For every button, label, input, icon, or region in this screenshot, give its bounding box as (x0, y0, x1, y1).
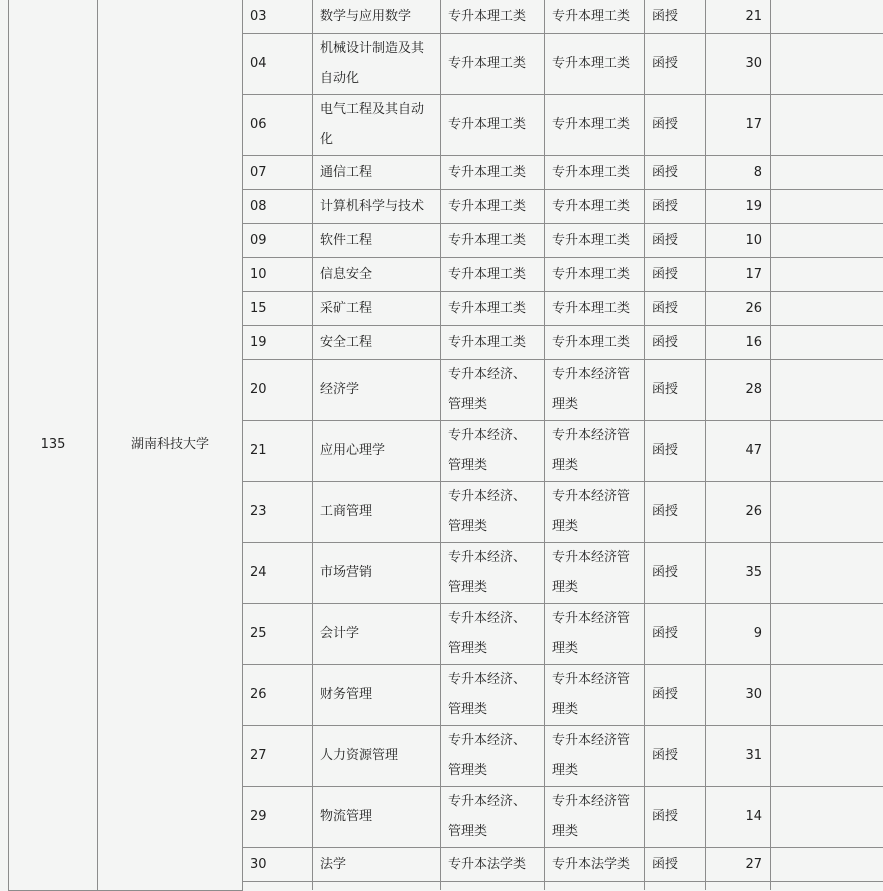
study-mode-cell: 函授 (645, 95, 706, 156)
exam-category-cell: 专升本经济、管理类 (441, 787, 545, 848)
empty-cell (645, 882, 706, 891)
major-code-cell: 06 (243, 95, 313, 156)
exam-subject-type-cell: 专升本经济管理类 (545, 421, 645, 482)
exam-category-cell: 专升本理工类 (441, 224, 545, 258)
study-mode-cell: 函授 (645, 726, 706, 787)
major-name-cell: 法学 (313, 848, 441, 882)
remarks-cell (771, 190, 883, 224)
major-code-cell: 25 (243, 604, 313, 665)
remarks-cell (771, 95, 883, 156)
exam-subject-type-cell: 专升本理工类 (545, 34, 645, 95)
major-name-cell: 采矿工程 (313, 292, 441, 326)
study-mode-cell: 函授 (645, 360, 706, 421)
remarks-cell (771, 360, 883, 421)
remarks-cell (771, 543, 883, 604)
major-name-cell: 财务管理 (313, 665, 441, 726)
exam-category-cell: 专升本理工类 (441, 190, 545, 224)
remarks-cell (771, 665, 883, 726)
study-mode-cell: 函授 (645, 787, 706, 848)
exam-subject-type-cell: 专升本经济管理类 (545, 665, 645, 726)
plan-count-cell: 17 (706, 258, 771, 292)
exam-category-cell: 专升本理工类 (441, 292, 545, 326)
exam-subject-type-cell: 专升本经济管理类 (545, 726, 645, 787)
plan-count-cell: 26 (706, 292, 771, 326)
exam-subject-type-cell: 专升本理工类 (545, 0, 645, 34)
exam-subject-type-cell: 专升本理工类 (545, 190, 645, 224)
remarks-cell (771, 787, 883, 848)
study-mode-cell: 函授 (645, 190, 706, 224)
exam-subject-type-cell: 专升本理工类 (545, 258, 645, 292)
major-code-cell: 26 (243, 665, 313, 726)
exam-category-cell: 专升本经济、管理类 (441, 665, 545, 726)
empty-cell (706, 882, 771, 891)
school-code-cell: 135 (9, 0, 98, 890)
study-mode-cell: 函授 (645, 292, 706, 326)
major-name-cell: 机械设计制造及其自动化 (313, 34, 441, 95)
major-name-cell: 市场营销 (313, 543, 441, 604)
major-code-cell: 19 (243, 326, 313, 360)
major-name-cell: 安全工程 (313, 326, 441, 360)
plan-count-cell: 27 (706, 848, 771, 882)
study-mode-cell: 函授 (645, 421, 706, 482)
remarks-cell (771, 0, 883, 34)
study-mode-cell: 函授 (645, 326, 706, 360)
plan-count-cell: 28 (706, 360, 771, 421)
empty-cell (441, 882, 545, 891)
major-name-cell: 应用心理学 (313, 421, 441, 482)
plan-count-cell: 8 (706, 156, 771, 190)
remarks-cell (771, 156, 883, 190)
major-name-cell: 会计学 (313, 604, 441, 665)
empty-cell (771, 882, 883, 891)
major-code-cell: 03 (243, 0, 313, 34)
major-name-cell: 软件工程 (313, 224, 441, 258)
study-mode-cell: 函授 (645, 604, 706, 665)
table-row (9, 0, 883, 34)
major-name-cell: 通信工程 (313, 156, 441, 190)
plan-count-cell: 31 (706, 726, 771, 787)
plan-count-cell: 30 (706, 34, 771, 95)
exam-category-cell: 专升本理工类 (441, 258, 545, 292)
exam-category-cell: 专升本理工类 (441, 95, 545, 156)
exam-subject-type-cell: 专升本经济管理类 (545, 604, 645, 665)
exam-subject-type-cell: 专升本经济管理类 (545, 787, 645, 848)
major-code-cell: 23 (243, 482, 313, 543)
remarks-cell (771, 224, 883, 258)
empty-cell (243, 882, 313, 891)
exam-category-cell: 专升本理工类 (441, 34, 545, 95)
major-code-cell: 29 (243, 787, 313, 848)
remarks-cell (771, 482, 883, 543)
study-mode-cell: 函授 (645, 156, 706, 190)
major-code-cell: 09 (243, 224, 313, 258)
exam-subject-type-cell: 专升本经济管理类 (545, 360, 645, 421)
exam-category-cell: 专升本经济、管理类 (441, 604, 545, 665)
plan-count-cell: 47 (706, 421, 771, 482)
enrollment-table (8, 0, 883, 891)
plan-count-cell: 9 (706, 604, 771, 665)
exam-category-cell: 专升本经济、管理类 (441, 543, 545, 604)
exam-category-cell: 专升本经济、管理类 (441, 360, 545, 421)
empty-cell (545, 882, 645, 891)
major-code-cell: 15 (243, 292, 313, 326)
remarks-cell (771, 604, 883, 665)
remarks-cell (771, 848, 883, 882)
major-name-cell: 人力资源管理 (313, 726, 441, 787)
study-mode-cell: 函授 (645, 848, 706, 882)
major-code-cell: 27 (243, 726, 313, 787)
remarks-cell (771, 326, 883, 360)
exam-category-cell: 专升本理工类 (441, 156, 545, 190)
major-code-cell: 30 (243, 848, 313, 882)
study-mode-cell: 函授 (645, 224, 706, 258)
plan-count-cell: 17 (706, 95, 771, 156)
study-mode-cell: 函授 (645, 258, 706, 292)
table-body (9, 0, 883, 890)
major-name-cell: 数学与应用数学 (313, 0, 441, 34)
remarks-cell (771, 726, 883, 787)
exam-subject-type-cell: 专升本经济管理类 (545, 543, 645, 604)
study-mode-cell: 函授 (645, 543, 706, 604)
study-mode-cell: 函授 (645, 665, 706, 726)
remarks-cell (771, 258, 883, 292)
exam-category-cell: 专升本理工类 (441, 326, 545, 360)
plan-count-cell: 16 (706, 326, 771, 360)
exam-category-cell: 专升本法学类 (441, 848, 545, 882)
major-code-cell: 07 (243, 156, 313, 190)
school-name-cell: 湖南科技大学 (98, 0, 243, 890)
exam-category-cell: 专升本经济、管理类 (441, 421, 545, 482)
major-code-cell: 08 (243, 190, 313, 224)
remarks-cell (771, 34, 883, 95)
plan-count-cell: 10 (706, 224, 771, 258)
major-name-cell: 工商管理 (313, 482, 441, 543)
exam-subject-type-cell: 专升本理工类 (545, 292, 645, 326)
exam-subject-type-cell: 专升本理工类 (545, 156, 645, 190)
major-name-cell: 经济学 (313, 360, 441, 421)
major-name-cell: 物流管理 (313, 787, 441, 848)
remarks-cell (771, 292, 883, 326)
major-code-cell: 04 (243, 34, 313, 95)
plan-count-cell: 19 (706, 190, 771, 224)
exam-category-cell: 专升本经济、管理类 (441, 482, 545, 543)
exam-category-cell: 专升本理工类 (441, 0, 545, 34)
exam-subject-type-cell: 专升本理工类 (545, 95, 645, 156)
major-name-cell: 电气工程及其自动化 (313, 95, 441, 156)
exam-subject-type-cell: 专升本法学类 (545, 848, 645, 882)
exam-subject-type-cell: 专升本理工类 (545, 224, 645, 258)
exam-subject-type-cell: 专升本经济管理类 (545, 482, 645, 543)
plan-count-cell: 30 (706, 665, 771, 726)
major-code-cell: 10 (243, 258, 313, 292)
exam-subject-type-cell: 专升本理工类 (545, 326, 645, 360)
empty-cell (313, 882, 441, 891)
study-mode-cell: 函授 (645, 482, 706, 543)
major-name-cell: 计算机科学与技术 (313, 190, 441, 224)
remarks-cell (771, 421, 883, 482)
plan-count-cell: 35 (706, 543, 771, 604)
major-code-cell: 24 (243, 543, 313, 604)
study-mode-cell: 函授 (645, 0, 706, 34)
exam-category-cell: 专升本经济、管理类 (441, 726, 545, 787)
major-name-cell: 信息安全 (313, 258, 441, 292)
major-code-cell: 21 (243, 421, 313, 482)
major-code-cell: 20 (243, 360, 313, 421)
plan-count-cell: 26 (706, 482, 771, 543)
plan-count-cell: 21 (706, 0, 771, 34)
plan-count-cell: 14 (706, 787, 771, 848)
study-mode-cell: 函授 (645, 34, 706, 95)
